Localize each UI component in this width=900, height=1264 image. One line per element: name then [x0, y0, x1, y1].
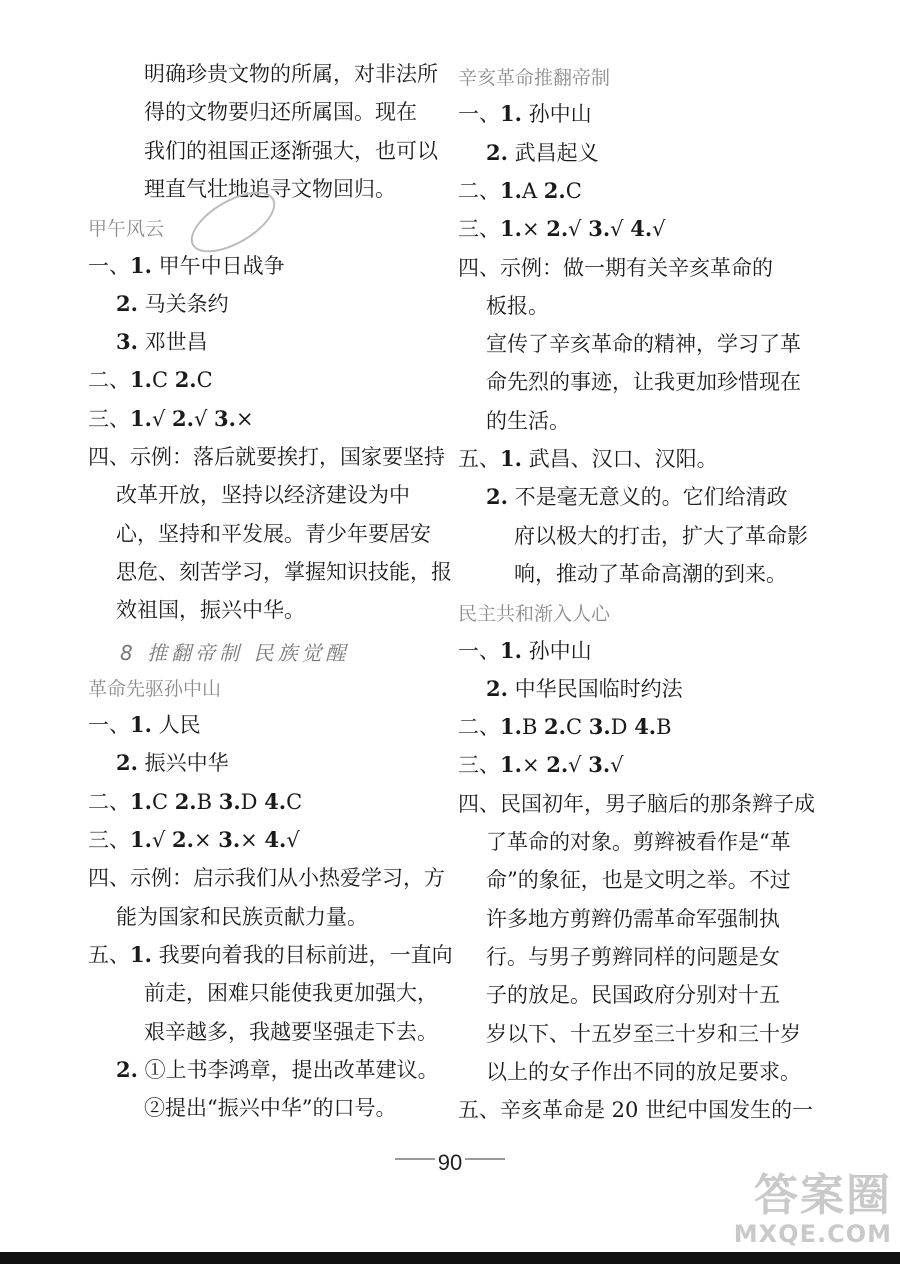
answer-number: 3. [218, 827, 241, 852]
answer-text: 三、 [88, 406, 130, 431]
answer-line [116, 558, 452, 586]
answer-line [88, 711, 201, 739]
answer-number: 2. [546, 752, 569, 778]
answer-number: 1. [130, 827, 152, 852]
answer-text: 孙中山 [521, 102, 592, 127]
answer-text: 前走，困难只能使我更加强大， [144, 981, 438, 1006]
answer-text: 了革命的对象。剪辫被看作是“革 [486, 830, 791, 854]
answer-line [458, 177, 582, 205]
answer-text: × [235, 406, 254, 431]
answer-line [458, 100, 592, 128]
answer-text: B [196, 789, 219, 814]
answer-text: 心，坚持和平发展。青少年要居安 [116, 521, 431, 546]
answer-line [458, 254, 773, 282]
answer-text: √ [568, 217, 589, 242]
answer-text: A [521, 178, 544, 203]
answer-line [88, 443, 445, 471]
answer-text: × [521, 753, 547, 778]
answer-text: C [196, 368, 213, 393]
answer-line [458, 215, 666, 243]
answer-number: 2. [174, 788, 197, 814]
answer-text: 二、 [88, 789, 130, 814]
answer-text: 许多地方剪辫仍需革命军强制执 [486, 906, 780, 931]
answer-text: 二、 [458, 178, 500, 203]
answer-text: 振兴中华 [137, 751, 229, 776]
answer-text: 宣传了辛亥革命的精神，学习了革 [486, 332, 801, 357]
answer-line [486, 292, 549, 320]
answer-line [116, 903, 368, 931]
answer-text: 三、 [458, 217, 500, 242]
answer-line [486, 828, 791, 856]
answer-text: 艰辛越多，我越要坚强走下去。 [144, 1019, 438, 1044]
answer-number: 1. [130, 788, 152, 814]
answer-text: 马关条约 [137, 291, 229, 316]
answer-line [116, 1056, 439, 1084]
answer-line [116, 328, 208, 356]
answer-text: × [240, 828, 265, 852]
answer-text: 命先烈的事迹，让我更加珍惜现在 [486, 370, 801, 395]
section-title: 革命先驱孙中山 [88, 677, 222, 700]
answer-line [144, 1094, 396, 1122]
answer-line [486, 905, 780, 933]
answer-line [514, 560, 787, 588]
answer-number: 3. [588, 216, 611, 242]
answer-text: × [521, 217, 547, 242]
answer-line [458, 445, 718, 473]
answer-text: 五、 [88, 942, 130, 967]
answer-number: 1. [500, 177, 522, 203]
answer-text: 岁以下、十五岁至三十岁和三十岁 [486, 1021, 801, 1046]
answer-text: √ [193, 406, 214, 431]
answer-number: 2. [172, 405, 194, 431]
answer-number: 2. [116, 1056, 138, 1082]
answer-text: 孙中山 [521, 638, 592, 663]
answer-line [486, 483, 788, 511]
page-number: 90 [437, 1150, 463, 1175]
answer-line [458, 751, 624, 779]
answer-line [116, 749, 229, 777]
answer-line [144, 137, 438, 165]
answer-line [144, 98, 417, 126]
answer-text: 得的文物要归还所属国。现在 [144, 100, 417, 125]
answer-text: 一、 [88, 713, 130, 738]
answer-number: 1. [130, 405, 152, 431]
answer-number: 4. [264, 827, 287, 852]
answer-line [144, 1018, 438, 1046]
answer-number: 1. [130, 941, 152, 967]
answer-text: 二、 [88, 368, 130, 393]
answer-text: × [193, 828, 219, 852]
answer-line [116, 520, 431, 548]
answer-line [88, 941, 453, 969]
answer-line [458, 790, 815, 818]
answer-text: C [565, 178, 582, 203]
watermark [734, 1172, 892, 1248]
answer-line [458, 1096, 813, 1124]
answer-line [116, 481, 410, 509]
answer-line [486, 407, 570, 435]
answer-text: √ [568, 753, 589, 778]
answer-text: D [240, 789, 265, 814]
answer-text: 改革开放，坚持以经济建设为中 [116, 483, 410, 508]
answer-text: B [521, 715, 545, 740]
answer-number: 1. [500, 637, 522, 663]
answer-line [88, 252, 285, 280]
answer-text: 板报。 [486, 293, 549, 318]
answer-text: 明确珍贵文物的所属，对非法所 [144, 62, 438, 86]
answer-number: 1. [500, 714, 522, 740]
answer-text: 一、 [458, 638, 500, 663]
answer-line [88, 864, 445, 892]
answer-text: 理直气壮地追寻文物回归。 [144, 176, 396, 201]
answer-text: B [656, 715, 672, 740]
answer-text: 邓世昌 [137, 330, 208, 355]
answer-text: 一、 [88, 253, 130, 278]
answer-number: 2. [174, 367, 197, 393]
answer-text: √ [610, 217, 631, 242]
answer-text: 我要向着我的目标前进，一直向 [151, 942, 453, 967]
watermark-logo-text: 答案圈 [754, 1170, 892, 1221]
answer-text: 人民 [151, 713, 201, 738]
answer-number: 2. [486, 484, 508, 510]
answer-line [486, 368, 801, 396]
answer-number: 1. [130, 712, 152, 738]
answer-line [88, 405, 254, 433]
answer-line [458, 713, 672, 741]
answer-text: 四、示例：启示我们从小热爱学习，方 [88, 866, 445, 891]
watermark-url: MXQE.COM [733, 1220, 892, 1248]
answer-text: 四、示例：落后就要挨打，国家要坚持 [88, 445, 445, 469]
answer-text: C [286, 789, 303, 814]
answer-text: C [565, 715, 589, 740]
answer-text: √ [652, 217, 666, 242]
answer-text: 思危、刻苦学习，掌握知识技能，报 [116, 559, 452, 584]
answer-line [116, 290, 229, 318]
bottom-bar [0, 1252, 900, 1264]
section-title: 民主共和渐入人心 [458, 603, 611, 626]
answer-number: 3. [214, 405, 236, 431]
answer-line [116, 596, 305, 624]
answer-line [144, 979, 438, 1007]
answer-text: 我们的祖国正逐渐强大，也可以 [144, 138, 438, 163]
answer-text: 不是毫无意义的。它们给清政 [507, 485, 788, 510]
answer-text: 命”的象征，也是文明之举。不过 [486, 868, 791, 893]
answer-text: √ [151, 406, 172, 431]
answer-number: 2. [172, 827, 194, 852]
answer-text: 响，推动了革命高潮的到来。 [514, 561, 787, 586]
answer-number: 1. [130, 252, 152, 278]
answer-number: 2. [546, 216, 569, 242]
answer-text: 行。与男子剪辫同样的问题是女 [486, 944, 780, 969]
answer-text: √ [610, 753, 624, 778]
answer-text: 三、 [458, 753, 500, 778]
answer-line [486, 1058, 801, 1086]
answer-text: 武昌、汉口、汉阳。 [521, 447, 718, 471]
answer-text: √ [286, 828, 300, 852]
answer-text: 五、 [458, 447, 500, 471]
answer-number: 3. [588, 752, 611, 778]
chapter-title: 8 推翻帝制 民族觉醒 [120, 640, 350, 665]
answer-text: C [151, 789, 175, 814]
answer-number: 2. [116, 290, 138, 316]
answer-line [88, 826, 300, 854]
answer-number: 1. [130, 367, 152, 393]
answer-text: 四、示例：做一期有关辛亥革命的 [458, 255, 773, 280]
answer-line [88, 788, 302, 816]
answer-text: ②提出“振兴中华”的口号。 [144, 1096, 397, 1121]
section-title: 甲午风云 [88, 218, 165, 241]
answer-text: 甲午中日战争 [151, 253, 285, 278]
section-title: 辛亥革命推翻帝制 [458, 67, 611, 89]
answer-line [486, 139, 599, 167]
answer-number: 2. [116, 750, 138, 776]
answer-line [144, 60, 438, 88]
answer-line [88, 366, 213, 394]
answer-number: 4. [630, 216, 653, 242]
answer-number: 1. [500, 446, 522, 471]
answer-line [514, 522, 808, 550]
page-number-ornament-right [465, 1158, 505, 1160]
answer-text: 三、 [88, 828, 130, 852]
answer-number: 2. [543, 177, 566, 203]
answer-text: 武昌起义 [507, 140, 599, 165]
answer-text: 能为国家和民族贡献力量。 [116, 904, 368, 929]
answer-number: 2. [486, 675, 508, 701]
answer-number: 1. [500, 216, 522, 242]
answer-number: 3. [218, 788, 241, 814]
answer-number: 4. [634, 714, 657, 740]
answer-number: 2. [486, 139, 508, 165]
answer-text: C [151, 368, 175, 393]
answer-text: 子的放足。民国政府分别对十五 [486, 983, 780, 1008]
answer-text: 四、民国初年，男子脑后的那条辫子成 [458, 791, 815, 816]
answer-text: 二、 [458, 715, 500, 740]
answer-text: ①上书李鸿章，提出改革建议。 [137, 1057, 439, 1082]
answer-line [458, 637, 592, 665]
answer-number: 1. [500, 101, 522, 127]
answer-text: 以上的女子作出不同的放足要求。 [486, 1059, 801, 1084]
answer-number: 3. [116, 329, 138, 355]
answer-text: 一、 [458, 102, 500, 127]
answer-text: √ [151, 828, 172, 852]
answer-text: 中华民国临时约法 [507, 676, 683, 701]
answer-line [486, 981, 780, 1009]
answer-number: 3. [588, 714, 611, 740]
answer-number: 2. [544, 714, 566, 740]
answer-text: 效祖国，振兴中华。 [116, 598, 305, 623]
answer-text: 的生活。 [486, 408, 570, 433]
answer-line [486, 943, 780, 971]
answer-line [486, 866, 791, 894]
answer-text: 五、辛亥革命是 20 世纪中国发生的一 [458, 1098, 814, 1123]
answer-number: 1. [500, 752, 522, 778]
answer-line [486, 675, 683, 703]
answer-line [486, 1020, 801, 1048]
answer-number: 4. [264, 788, 287, 814]
answer-line [486, 330, 801, 358]
answer-text: D [610, 715, 635, 740]
answer-text: 府以极大的打击，扩大了革命影 [514, 523, 808, 548]
